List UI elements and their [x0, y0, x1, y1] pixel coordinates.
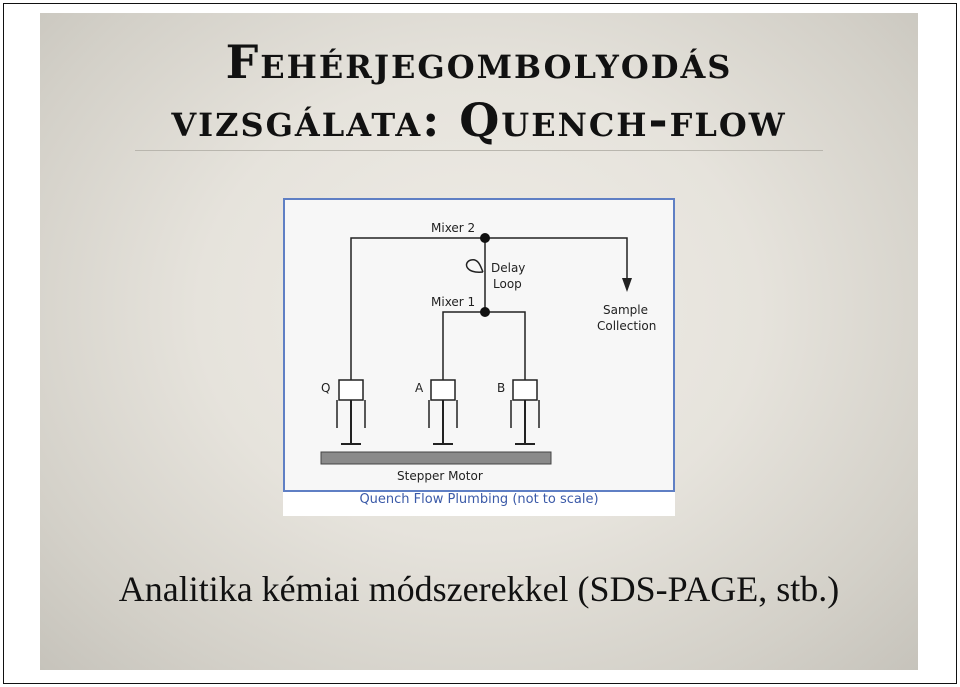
mixer1-node: [480, 307, 490, 317]
slide-title-line1: Fehérjegombolyodás: [225, 35, 733, 89]
loop-label: Loop: [493, 277, 522, 291]
sample-label: Sample: [603, 303, 648, 317]
slide-body-text: Analitika kémiai módszerekkel (SDS-PAGE, stb.): [118, 569, 840, 609]
syringe-a: [429, 380, 457, 444]
syringe-q: [337, 380, 365, 444]
stepper-motor-label: Stepper Motor: [397, 469, 483, 483]
diagram-frame: [283, 198, 675, 492]
title-divider: [135, 150, 823, 151]
mixer2-node: [480, 233, 490, 243]
syringe-a-label: A: [415, 381, 424, 395]
diagram-caption: Quench Flow Plumbing (not to scale): [359, 492, 599, 507]
delay-loop-icon: [467, 260, 483, 272]
mixer1-branches: [443, 312, 525, 380]
slide-title-line2: vizsgálata: Quench-flow: [171, 93, 787, 147]
sample-arrow-icon: [622, 278, 632, 292]
stepper-motor-bar: [321, 452, 551, 464]
collection-label: Collection: [597, 319, 657, 333]
quench-flow-diagram: [283, 198, 675, 516]
delay-label: Delay: [491, 261, 526, 275]
syringe-b: [511, 380, 539, 444]
mixer2-label: Mixer 2: [431, 221, 476, 235]
syringe-q-label: Q: [321, 381, 331, 395]
plumbing-schematic: [285, 200, 673, 490]
mixer1-label: Mixer 1: [431, 295, 476, 309]
syringe-b-label: B: [497, 381, 506, 395]
